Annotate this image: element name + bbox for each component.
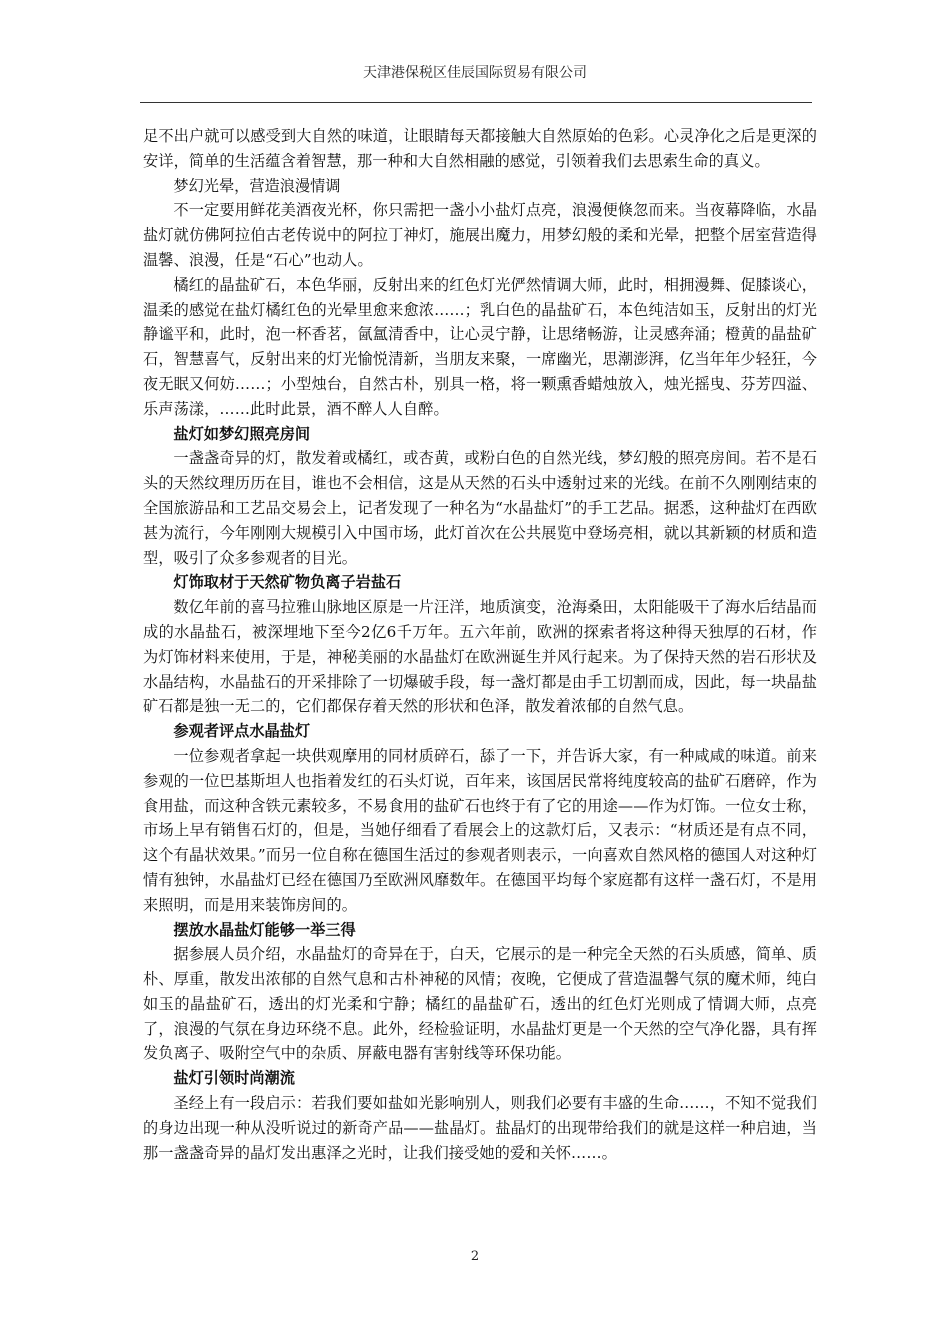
paragraph-trend: 圣经上有一段启示：若我们要如盐如光影响别人，则我们必要有丰盛的生命……，不知不觉我们的身边出现一种从没听说过的新奇产品——盐晶灯。盐晶灯的出现带给我们的就是这样一种启迪，当那一盏盏奇异的晶灯发出惠泽之光时，让我们接受她的爱和关怀……。: [143, 1094, 817, 1162]
page-header: 天津港保税区佳辰国际贸易有限公司: [363, 65, 587, 81]
paragraph-crystal-colors: 橘红的晶盐矿石，本色华丽，反射出来的红色灯光俨然情调大师，此时，相拥漫舞、促膝谈心，温柔的感觉在盐灯橘红色的光晕里愈来愈浓……；乳白色的晶盐矿石，本色纯洁如玉，反射出的灯光静谧平和，此时，泡一杯香茗，氤氲清香中，让心灵宁静，让思绪畅游，让灵感奔涌；橙黄的晶盐矿石，智慧喜气，反射出来的灯光愉悦清新，当朋友来聚，一席幽光，思潮澎湃，亿当年年少轻狂，今夜无眠又何妨……；小型烛台，自然古朴，别具一格，将一颗熏香蜡烛放入，烛光摇曳、芬芳四溢、乐声荡漾，……此时此景，酒不醉人人自醉。: [143, 275, 817, 418]
paragraph-romance: 不一定要用鲜花美酒夜光杯，你只需把一盏小小盐灯点亮，浪漫便倏忽而来。当夜幕降临，水晶盐灯就仿佛阿拉伯古老传说中的阿拉丁神灯，施展出魔力，用梦幻般的柔和光晕，把整个居室营造得温馨、浪漫，任是“石心”也动人。: [143, 201, 817, 269]
paragraph-visitor-comments: 一位参观者拿起一块供观摩用的同材质碎石，舔了一下，并告诉大家，有一种咸咸的味道。前来参观的一位巴基斯坦人也指着发红的石头灯说，百年来，该国居民常将纯度较高的盐矿石磨碎，作为食用盐，而这种含铁元素较多，不易食用的盐矿石也终于有了它的用途——作为灯饰。一位女士称，市场上早有销售石灯的，但是，当她仔细看了看展会上的这款灯后，又表示：“材质还是有点不同，这个有晶状效果。”而另一位自称在德国生活过的参观者则表示，一向喜欢自然风格的德国人对这种灯情有独钟，水晶盐灯已经在德国乃至欧洲风靡数年。在德国平均每个家庭都有这样一盏石灯，不是用来照明，而是用来装饰房间的。: [143, 746, 817, 914]
paragraph-intro: 足不出户就可以感受到大自然的味道，让眼睛每天都接触大自然原始的色彩。心灵净化之后是更深的安详，简单的生活蕴含着智慧，那一种和大自然相融的感觉，引领着我们去思索生命的真义。: [143, 127, 817, 170]
paragraph-trade-fair: 一盏盏奇异的灯，散发着或橘红，或杏黄，或粉白色的自然光线，梦幻般的照亮房间。若不是石头的天然纹理历历在目，谁也不会相信，这是从天然的石头中透射过来的光线。在前不久刚刚结束的全国旅游品和工艺品交易会上，记者发现了一种名为“水晶盐灯”的手工艺品。据悉，这种盐灯在西欧甚为流行，今年刚刚大规模引入中国市场，此灯首次在公共展览中登场亮相，就以其新颖的材质和造型，吸引了众多参观者的目光。: [143, 449, 817, 567]
section-heading-lights-room: 盐灯如梦幻照亮房间: [173, 424, 311, 443]
page-number: 2: [470, 1249, 480, 1264]
document-body: [143, 124, 817, 1165]
section-heading-three-benefits: 摆放水晶盐灯能够一举三得: [173, 920, 356, 939]
subheading-dreamy-halo: 梦幻光晕，营造浪漫情调: [173, 176, 341, 195]
section-heading-material: 灯饰取材于天然矿物负离子岩盐石: [173, 573, 402, 592]
section-heading-trend: 盐灯引领时尚潮流: [173, 1069, 295, 1088]
section-heading-visitors: 参观者评点水晶盐灯: [173, 722, 311, 741]
header-divider: [140, 102, 812, 103]
paragraph-benefits: 据参展人员介绍，水晶盐灯的奇异在于，白天，它展示的是一种完全天然的石头质感，简单、质朴、厚重，散发出浓郁的自然气息和古朴神秘的风情；夜晚，它便成了营造温馨气氛的魔术师，纯白如玉的晶盐矿石，透出的灯光柔和宁静；橘红的晶盐矿石，透出的红色灯光则成了情调大师，点亮了，浪漫的气氛在身边环绕不息。此外，经检验证明，水晶盐灯更是一个天然的空气净化器，具有挥发负离子、吸附空气中的杂质、屏蔽电器有害射线等环保功能。: [143, 945, 817, 1063]
paragraph-himalaya-origin: 数亿年前的喜马拉雅山脉地区原是一片汪洋，地质演变，沧海桑田，太阳能吸干了海水后结晶而成的水晶盐石，被深埋地下至今2亿6千万年。五六年前，欧洲的探索者将这种得天独厚的石材，作为灯饰材料来使用，于是，神秘美丽的水晶盐灯在欧洲诞生并风行起来。为了保持天然的岩石形状及水晶结构，水晶盐石的开采排除了一切爆破手段，每一盏灯都是由手工切割而成，因此，每一块晶盐矿石都是独一无二的，它们都保存着天然的形状和色泽，散发着浓郁的自然气息。: [143, 598, 817, 716]
